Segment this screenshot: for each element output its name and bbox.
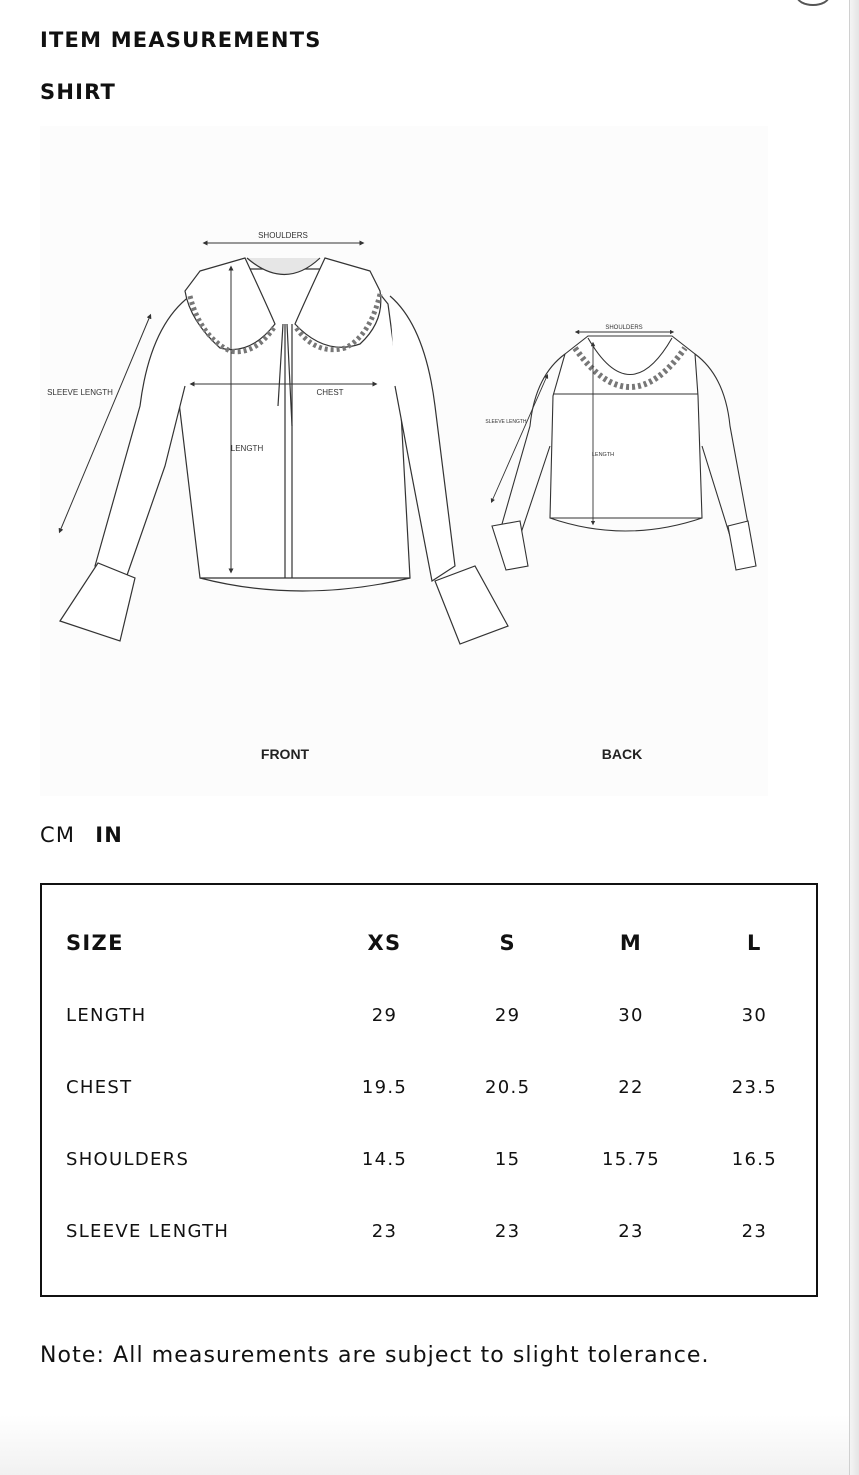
unit-cm-button[interactable]: CM — [40, 823, 76, 847]
tolerance-note: Note: All measurements are subject to slight tolerance. — [40, 1343, 710, 1368]
table-cell: 19.5 — [361, 1076, 408, 1098]
row-label: LENGTH — [66, 1004, 147, 1026]
back-view-label: BACK — [601, 746, 643, 762]
column-header-m: M — [619, 931, 643, 955]
size-table — [66, 907, 816, 1267]
scrollbar-edge[interactable] — [849, 0, 859, 1475]
back-sleeve-length-callout: SLEEVE LENGTH — [485, 419, 527, 425]
front-chest-callout: CHEST — [316, 388, 344, 397]
table-cell: 15.75 — [602, 1148, 661, 1170]
front-shoulders-callout: SHOULDERS — [258, 231, 308, 240]
table-cell: 23 — [371, 1220, 398, 1242]
row-label: CHEST — [66, 1076, 133, 1098]
table-cell: 23 — [494, 1220, 521, 1242]
table-cell: 29 — [371, 1004, 398, 1026]
back-length-callout: LENGTH — [591, 452, 615, 458]
table-row — [66, 979, 816, 1051]
table-cell: 23 — [618, 1220, 644, 1242]
bottom-fade — [0, 1415, 849, 1475]
table-row — [66, 1123, 816, 1195]
row-label: SHOULDERS — [66, 1148, 190, 1170]
close-icon[interactable] — [796, 0, 830, 6]
measurement-diagram — [40, 126, 768, 796]
column-header-xs: XS — [367, 931, 402, 955]
front-length-callout: LENGTH — [230, 444, 264, 453]
table-cell: 20.5 — [485, 1076, 531, 1098]
table-cell: 30 — [618, 1004, 644, 1026]
column-header-s: S — [499, 931, 516, 955]
front-sleeve-length-callout: SLEEVE LENGTH — [47, 388, 113, 397]
page-title: ITEM MEASUREMENTS — [40, 28, 322, 52]
table-cell: 23 — [741, 1220, 768, 1242]
size-chart — [40, 883, 818, 1297]
column-header-l: L — [747, 931, 762, 955]
table-cell: 23.5 — [731, 1076, 778, 1098]
table-row — [66, 1195, 816, 1267]
front-view-label: FRONT — [260, 746, 310, 762]
unit-in-button[interactable]: IN — [95, 823, 123, 847]
table-cell: 22 — [618, 1076, 644, 1098]
back-shirt-drawing — [492, 336, 756, 570]
table-cell: 15 — [494, 1148, 521, 1170]
table-header-row — [66, 907, 816, 979]
table-cell: 16.5 — [731, 1148, 778, 1170]
table-cell: 30 — [741, 1004, 768, 1026]
back-shoulders-callout: SHOULDERS — [605, 325, 643, 331]
table-cell: 29 — [494, 1004, 521, 1026]
table-row — [66, 1051, 816, 1123]
column-header-size: SIZE — [66, 931, 124, 955]
table-cell: 14.5 — [361, 1148, 408, 1170]
unit-toggle — [40, 823, 123, 847]
front-shirt-drawing — [60, 258, 508, 644]
product-type-heading: SHIRT — [40, 80, 117, 104]
row-label: SLEEVE LENGTH — [66, 1220, 230, 1242]
